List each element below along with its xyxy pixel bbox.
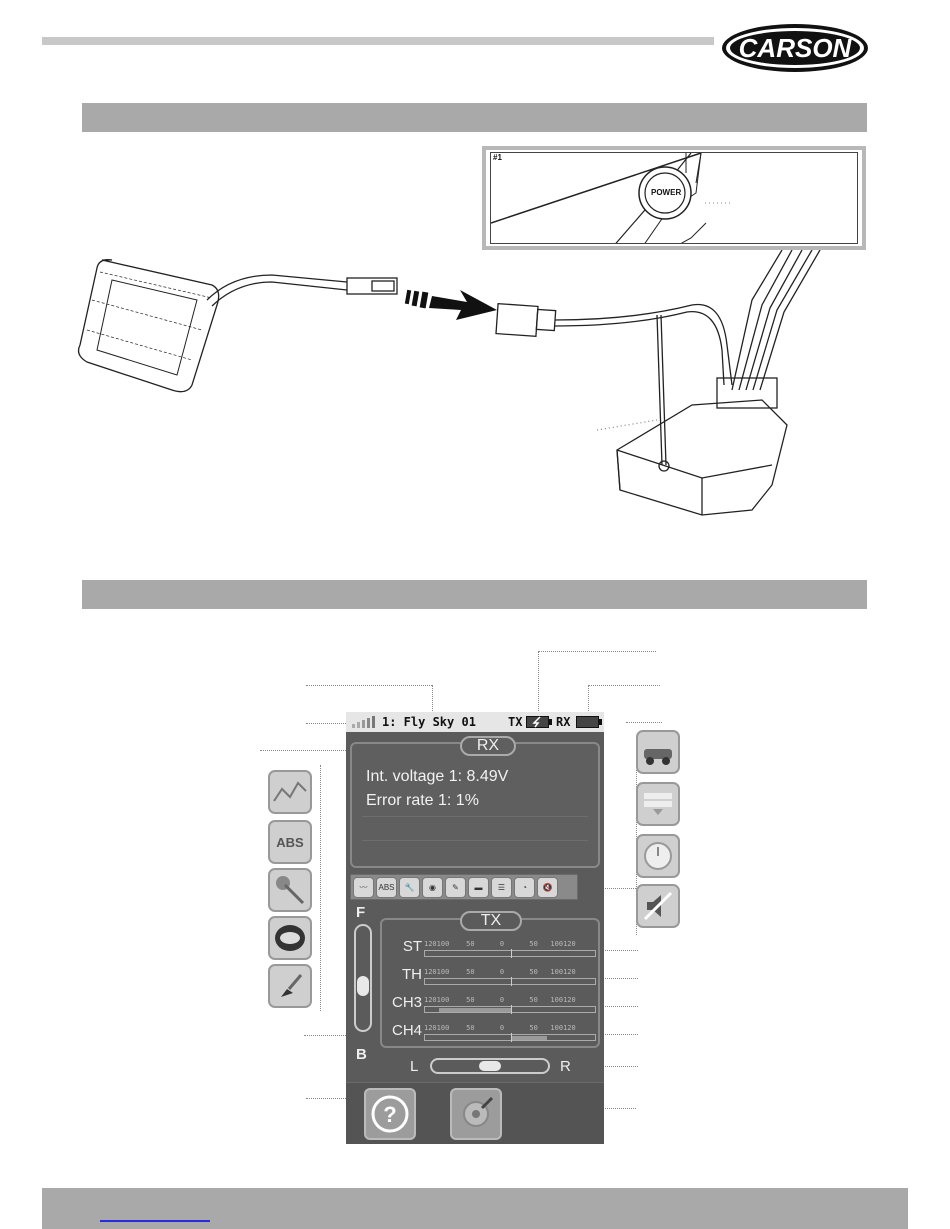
power-button-inset: [482, 146, 866, 250]
model-name[interactable]: 1: Fly Sky 01: [382, 715, 476, 729]
section-header-bar-1: [82, 103, 867, 132]
left-right-knob[interactable]: [479, 1061, 501, 1071]
list-icon[interactable]: [636, 782, 680, 826]
abs-icon-label: ABS: [276, 834, 304, 850]
settings-icon: [456, 1094, 496, 1134]
callout-line: [598, 978, 638, 979]
left-right-slider[interactable]: [430, 1058, 550, 1074]
tx-panel-title: TX: [460, 911, 522, 931]
forward-back-knob[interactable]: [357, 976, 369, 996]
channel-label-ch4: CH4: [391, 1022, 422, 1039]
callout-line: [304, 1035, 348, 1036]
wrench-icon[interactable]: [268, 868, 312, 912]
callout-line: [626, 722, 662, 723]
toolbar-steering-icon[interactable]: ◉: [422, 877, 443, 898]
power-label: POWER: [651, 188, 682, 197]
callout-line: [588, 685, 660, 686]
channel-track: [424, 950, 596, 957]
channel-label-th: TH: [402, 966, 422, 983]
channel-bar-th: [424, 968, 600, 987]
rx-divider: [362, 840, 588, 841]
toolbar-dial-icon[interactable]: ◔: [514, 877, 535, 898]
callout-line: [306, 723, 350, 724]
footer-link-underline[interactable]: [100, 1220, 210, 1222]
channel-track: [424, 1006, 596, 1013]
rx-error-rate-line: Error rate 1: 1%: [366, 792, 479, 809]
callout-line: [598, 1034, 638, 1035]
right-label: R: [560, 1058, 571, 1075]
graph-icon[interactable]: [268, 770, 312, 814]
car-icon[interactable]: [636, 730, 680, 774]
tx-panel: [380, 912, 600, 1048]
inset-illustration: [491, 153, 858, 244]
channel-center-mark: [511, 949, 512, 958]
channel-value-fill: [439, 1008, 511, 1012]
callout-line: [538, 651, 539, 719]
callout-line: [598, 1006, 638, 1007]
brush-icon[interactable]: [268, 964, 312, 1008]
abs-icon[interactable]: [268, 820, 312, 864]
toolbar-brush-icon[interactable]: ✎: [445, 877, 466, 898]
channel-bar-ch3: [424, 996, 600, 1015]
channel-label-st: ST: [402, 938, 422, 955]
toolbar-list-icon[interactable]: ☰: [491, 877, 512, 898]
toolbar-wrench-icon[interactable]: 🔧: [399, 877, 420, 898]
rx-divider: [362, 816, 588, 817]
settings-button[interactable]: [450, 1088, 502, 1140]
steering-icon[interactable]: [268, 916, 312, 960]
channel-bar-st: [424, 940, 600, 959]
channel-bar-ch4: [424, 1024, 600, 1043]
rx-battery-icon: [576, 716, 602, 728]
toolbar-mute-icon[interactable]: 🔇: [537, 877, 558, 898]
help-glyph: ?: [383, 1102, 397, 1127]
help-button[interactable]: [364, 1088, 416, 1140]
forward-label: F: [356, 904, 366, 921]
battery-receiver-illustration: [72, 250, 832, 530]
callout-line: [538, 651, 656, 652]
tx-battery-label: TX: [508, 715, 523, 729]
callout-line: [320, 765, 321, 1011]
channel-track: [424, 1034, 596, 1041]
callout-line: [588, 685, 589, 715]
callout-line: [598, 950, 638, 951]
channel-label-ch3: CH3: [391, 994, 422, 1011]
callout-line: [306, 685, 432, 686]
section-header-bar-2: [82, 580, 867, 609]
rx-battery-label: RX: [556, 715, 571, 729]
channel-scale-labels: 120100 50 0 50 100120: [424, 968, 576, 976]
channel-scale-labels: 120100 50 0 50 100120: [424, 996, 576, 1004]
toolbar-abs-label: ABS: [378, 882, 395, 892]
toolbar-car-icon[interactable]: ▬: [468, 877, 489, 898]
callout-line: [260, 750, 346, 751]
channel-value-fill: [511, 1036, 547, 1040]
back-label: B: [356, 1046, 367, 1063]
rx-panel: [350, 737, 600, 868]
signal-icon: [352, 716, 378, 728]
channel-track: [424, 978, 596, 985]
rx-voltage-line: Int. voltage 1: 8.49V: [366, 768, 509, 785]
svg-text:CARSON: CARSON: [738, 33, 852, 63]
rx-panel-title: RX: [460, 736, 516, 756]
toolbar-graph-icon[interactable]: 〰: [353, 877, 374, 898]
callout-line: [432, 685, 433, 715]
channel-scale-labels: 120100 50 0 50 100120: [424, 1024, 576, 1032]
help-icon: [370, 1094, 410, 1134]
tx-battery-icon: [526, 716, 552, 728]
channel-center-mark: [511, 1033, 512, 1042]
footer-bar: [42, 1188, 908, 1229]
mute-icon[interactable]: [636, 884, 680, 928]
left-label: L: [410, 1058, 419, 1075]
forward-back-slider[interactable]: [354, 924, 372, 1032]
channel-center-mark: [511, 977, 512, 986]
status-bar: [346, 712, 604, 732]
toolbar-abs-icon[interactable]: [376, 877, 397, 898]
transmitter-screen: [346, 712, 604, 1144]
function-toolbar: [350, 874, 578, 900]
inset-marker: #1: [493, 153, 502, 162]
carson-logo: [720, 22, 870, 74]
channel-center-mark: [511, 1005, 512, 1014]
header-rule: [42, 37, 714, 45]
channel-scale-labels: 120100 50 0 50 100120: [424, 940, 576, 948]
dial-icon[interactable]: [636, 834, 680, 878]
